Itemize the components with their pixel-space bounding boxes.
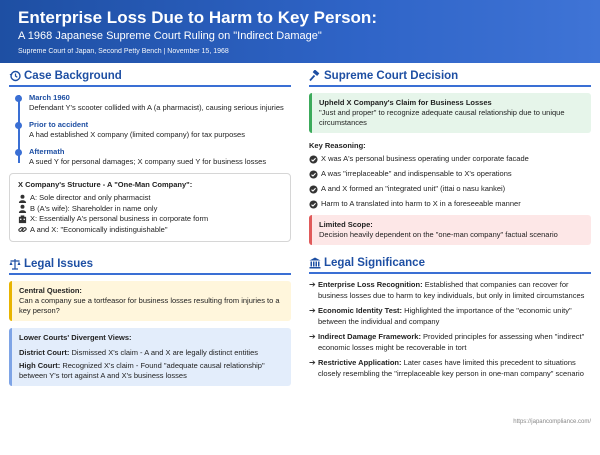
legal-issues-heading: Legal Issues [9, 258, 291, 275]
timeline-item: Aftermath A sued Y for personal damages; X company sued Y for business losses [29, 147, 291, 167]
page-header [0, 0, 600, 63]
significance-item: ➔ Indirect Damage Framework: Provided principles for assessing when "indirect" economic losses might be recoverable in tort [309, 332, 585, 352]
reasoning-item: A was "irreplaceable" and indispensable to X's operations [309, 169, 591, 179]
arrow-right-icon: ➔ [309, 358, 316, 367]
check-circle-icon [309, 155, 318, 164]
page-subtitle: A 1968 Japanese Supreme Court Ruling on "Indirect Damage" [18, 30, 322, 42]
significance-item: ➔ Economic Identity Test: Highlighted the importance of the "economic unity" between the individual and company [309, 306, 572, 326]
building-icon [18, 215, 27, 224]
supreme-court-heading: Supreme Court Decision [309, 70, 591, 87]
case-timeline [9, 93, 291, 167]
link-icon [18, 225, 27, 234]
timeline-item: Prior to accident A had established X company (limited company) for tax purposes [29, 120, 291, 140]
check-circle-icon [309, 170, 318, 179]
check-circle-icon [309, 185, 318, 194]
case-meta: Supreme Court of Japan, Second Petty Bench | November 15, 1968 [18, 48, 229, 55]
lower-courts-callout: Lower Courts' Divergent Views: District Court: Dismissed X's claim - A and X are legally distinct entities High Court: Recognized X's claim - Found "adequate causal relationship" between Y's tort against A and X's business losses [9, 328, 291, 386]
person-icon [18, 204, 27, 213]
high-court-view: High Court: Recognized X's claim - Found "adequate causal relationship" between Y's tort against A and X's business losses [19, 361, 265, 380]
history-icon [9, 70, 21, 82]
reasoning-item: X was A's personal business operating under corporate facade [309, 154, 591, 164]
left-column [9, 70, 291, 386]
timeline-dot [15, 149, 22, 156]
significance-item: ➔ Enterprise Loss Recognition: Established that companies can recover for business losses due to harm to key individuals, but only in limited circumstances [309, 280, 585, 300]
company-structure-box: X Company's Structure - A "One-Man Company": A: Sole director and only pharmacist B (A's wife): Shareholder in name only X: Essentially A's personal business in corporate form A and X: "Economically indistinguishable" [9, 173, 291, 242]
case-background-heading: Case Background [9, 70, 291, 87]
scales-icon [9, 258, 21, 270]
central-question-callout: Central Question: Can a company sue a tortfeasor for business losses resulting from injuries to a key person? [9, 281, 291, 321]
timeline-dot [15, 95, 22, 102]
reasoning-item: Harm to A translated into harm to X in a foreseeable manner [309, 199, 591, 209]
gavel-icon [309, 70, 321, 82]
right-column [309, 70, 591, 384]
district-court-view: District Court: Dismissed X's claim - A and X are legally distinct entities [19, 348, 259, 357]
structure-item: A: Sole director and only pharmacist [18, 193, 282, 204]
arrow-right-icon: ➔ [309, 332, 316, 341]
upheld-claim-callout: Upheld X Company's Claim for Business Losses "Just and proper" to recognize adequate causal relationship due to unique circumstances [309, 93, 591, 133]
legal-significance-heading: Legal Significance [309, 257, 591, 274]
key-reasoning-title: Key Reasoning: [309, 141, 366, 150]
structure-item: A and X: "Economically indistinguishable" [18, 225, 282, 236]
footer-url[interactable]: https://japancompliance.com/ [513, 419, 591, 425]
check-circle-icon [309, 200, 318, 209]
arrow-right-icon: ➔ [309, 280, 316, 289]
structure-item: X: Essentially A's personal business in corporate form [18, 214, 282, 225]
structure-item: B (A's wife): Shareholder in name only [18, 204, 282, 215]
person-icon [18, 194, 27, 203]
timeline-item: March 1960 Defendant Y's scooter collided with A (a pharmacist), causing serious injuries [29, 93, 291, 113]
page-title: Enterprise Loss Due to Harm to Key Person: [18, 8, 377, 27]
significance-item: ➔ Restrictive Application: Later cases have limited this precedent to situations closely resembling the "irreplaceable key person in one-man company" scenario [309, 358, 584, 378]
timeline-dot [15, 122, 22, 129]
reasoning-item: A and X formed an "integrated unit" (ittai o nasu kankei) [309, 184, 591, 194]
arrow-right-icon: ➔ [309, 306, 316, 315]
institution-icon [309, 257, 321, 269]
limited-scope-callout: Limited Scope: Decision heavily dependent on the "one-man company" factual scenario [309, 215, 591, 245]
